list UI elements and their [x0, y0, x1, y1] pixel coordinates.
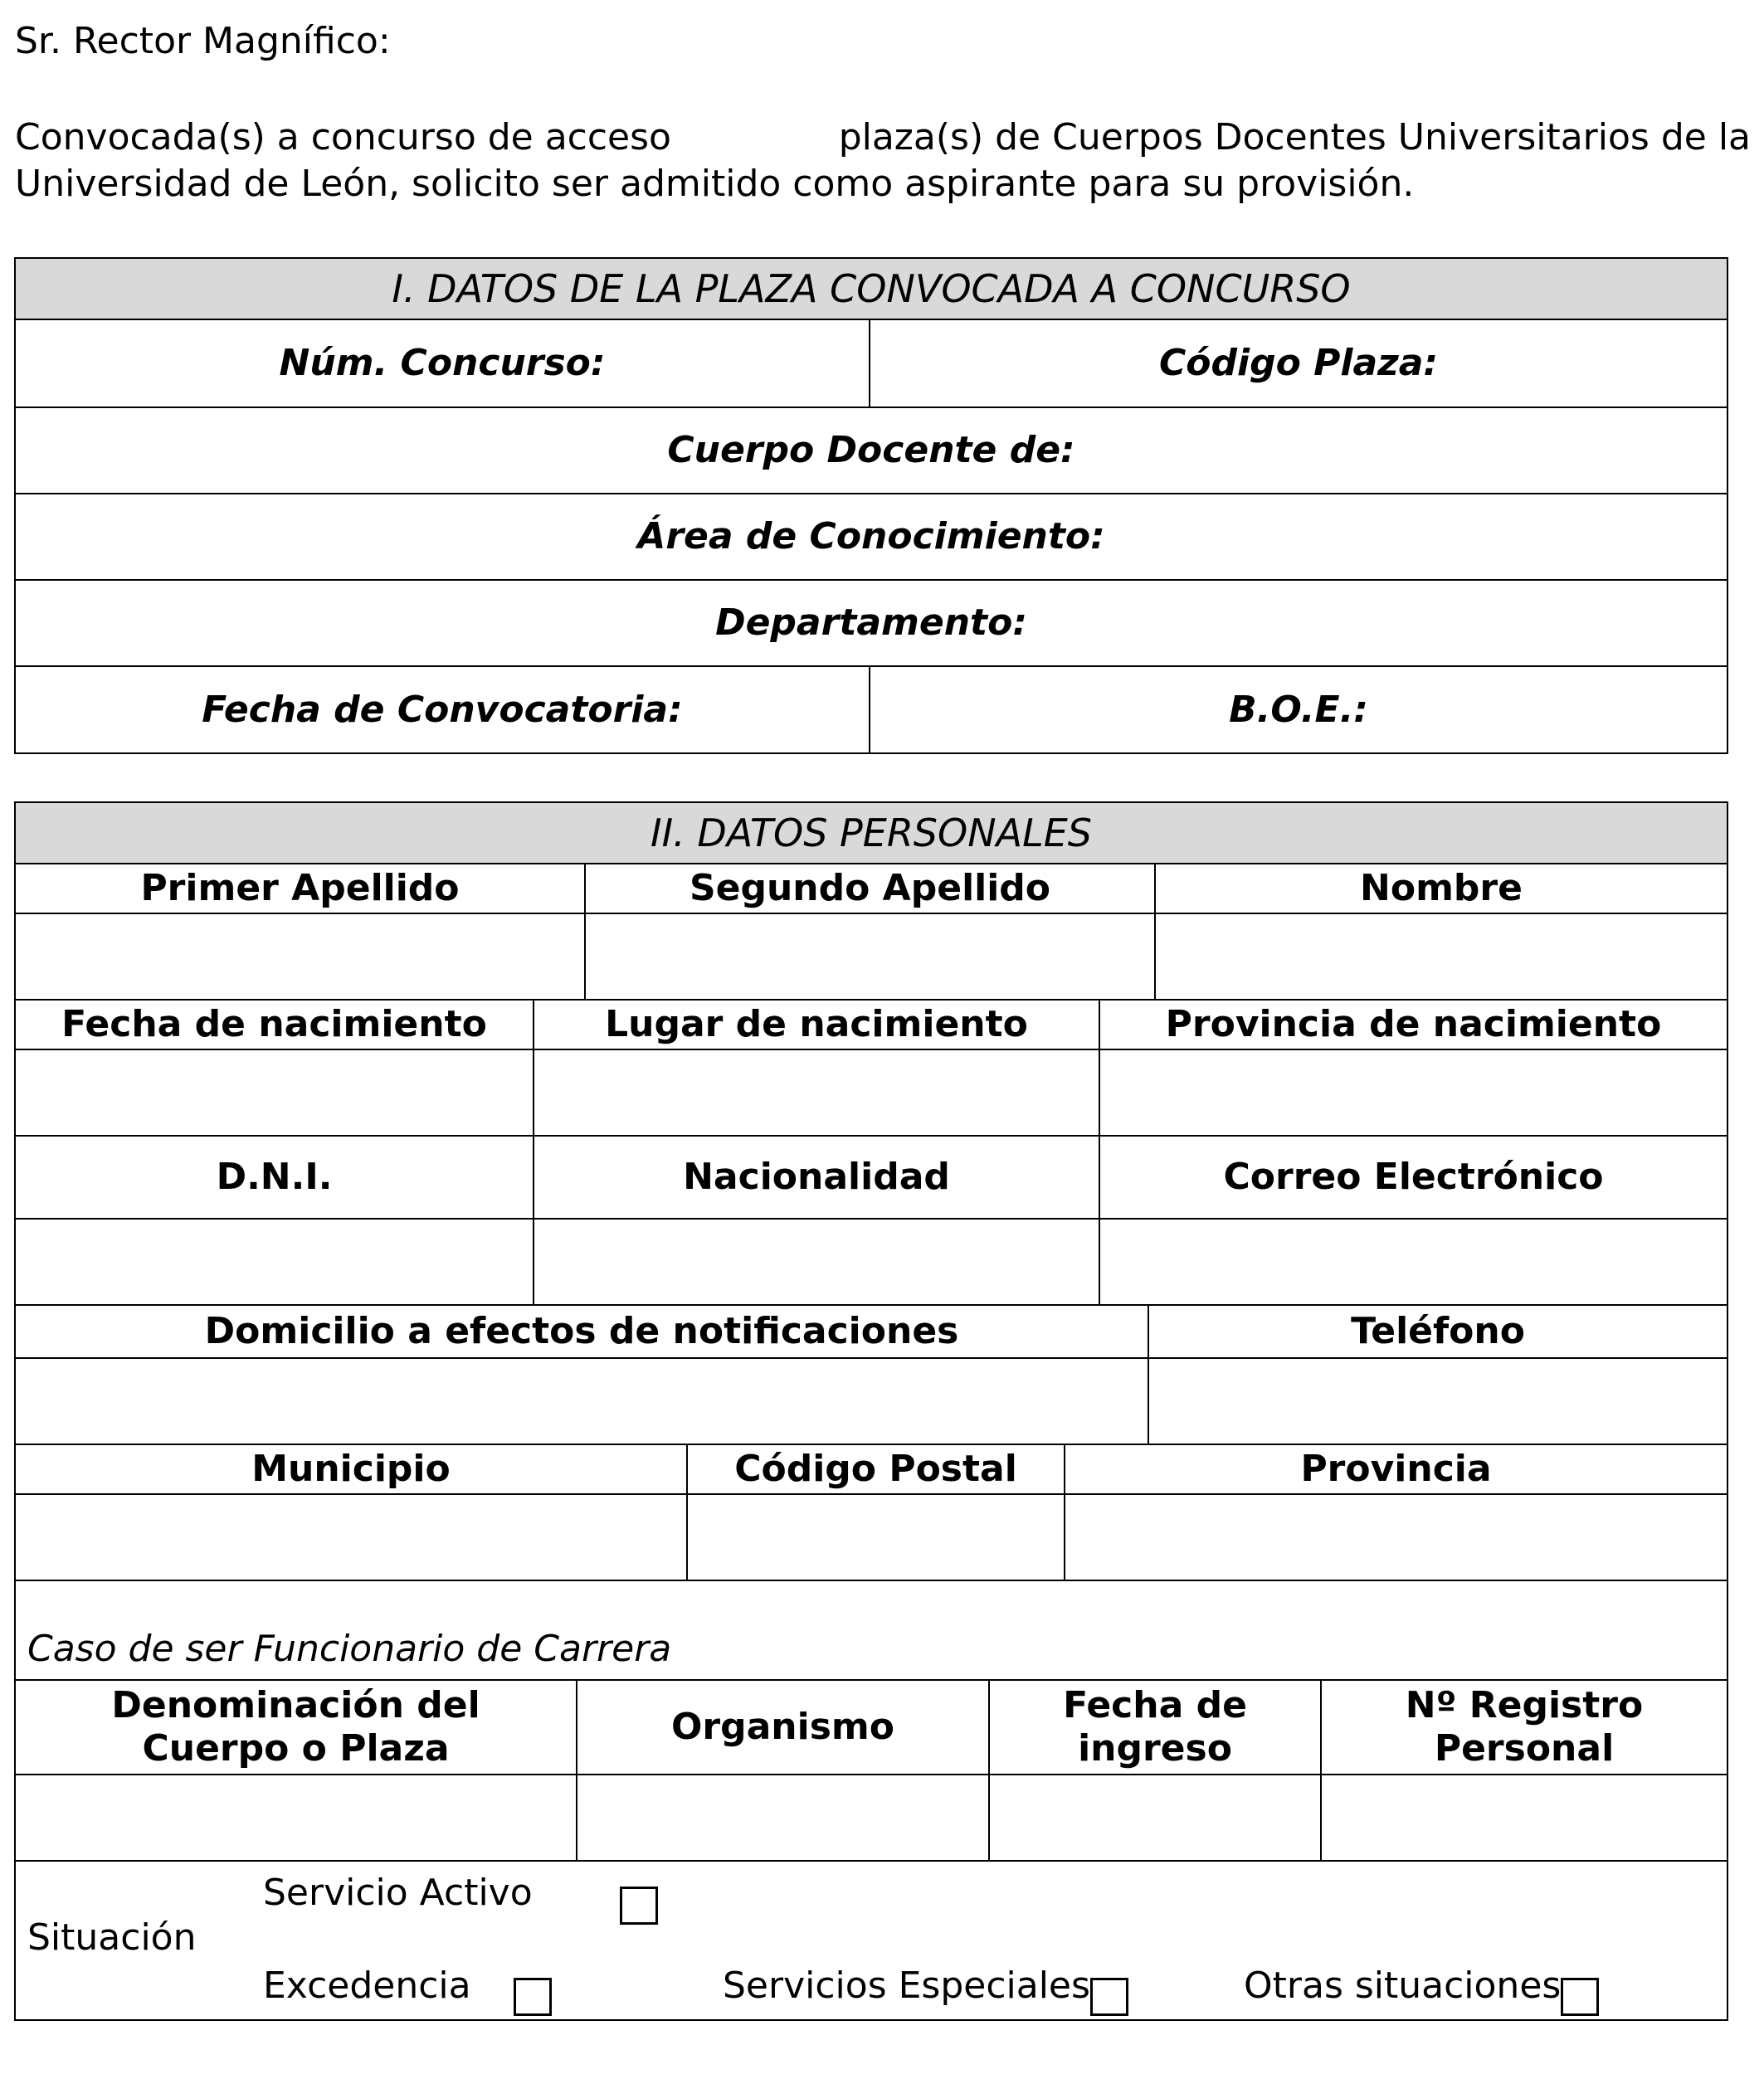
section-plaza-title: I. DATOS DE LA PLAZA CONVOCADA A CONCURSO — [16, 259, 1727, 320]
servicios-especiales-label: Servicios Especiales — [723, 1965, 1090, 2007]
codigo-postal-input[interactable] — [688, 1495, 1065, 1581]
excedencia-label: Excedencia — [263, 1965, 471, 2007]
servicio-activo-label: Servicio Activo — [263, 1872, 533, 1914]
boe-field[interactable]: B.O.E.: — [1229, 688, 1368, 731]
domicilio-input[interactable] — [16, 1359, 1149, 1445]
intro-paragraph — [15, 114, 1751, 207]
lugar-nacimiento-input[interactable] — [534, 1050, 1100, 1137]
codigo-postal-label: Código Postal — [688, 1445, 1065, 1495]
otras-situaciones-label: Otras situaciones — [1244, 1965, 1562, 2007]
codigo-plaza-field[interactable]: Código Plaza: — [870, 320, 1727, 408]
organismo-label: Organismo — [577, 1681, 990, 1775]
lugar-nacimiento-label: Lugar de nacimiento — [534, 1001, 1100, 1050]
provincia-nacimiento-label: Provincia de nacimiento — [1100, 1001, 1727, 1050]
departamento-field[interactable]: Departamento: — [16, 581, 1727, 667]
num-concurso-field[interactable]: Núm. Concurso: — [16, 320, 870, 408]
servicios-especiales-checkbox[interactable] — [1090, 1978, 1128, 2016]
correo-label: Correo Electrónico — [1100, 1137, 1727, 1220]
intro-text-line2: Universidad de León, solicito ser admitido como aspirante para su provisión. — [15, 163, 1415, 205]
funcionario-caption: Caso de ser Funcionario de Carrera — [16, 1581, 1727, 1681]
segundo-apellido-label: Segundo Apellido — [586, 864, 1156, 914]
fecha-convocatoria-field[interactable]: Fecha de Convocatoria: — [16, 667, 870, 752]
provincia-nacimiento-input[interactable] — [1100, 1050, 1727, 1137]
primer-apellido-input[interactable] — [16, 914, 586, 1001]
fecha-ingreso-input[interactable] — [990, 1775, 1322, 1862]
segundo-apellido-input[interactable] — [586, 914, 1156, 1001]
fecha-ingreso-label: Fecha de ingreso — [990, 1681, 1322, 1775]
servicio-activo-checkbox[interactable] — [620, 1887, 658, 1925]
nombre-input[interactable] — [1156, 914, 1727, 1001]
registro-personal-input[interactable] — [1322, 1775, 1727, 1862]
excedencia-checkbox[interactable] — [514, 1978, 552, 2016]
telefono-input[interactable] — [1149, 1359, 1727, 1445]
nacionalidad-label: Nacionalidad — [534, 1137, 1100, 1220]
situacion-block — [16, 1862, 1727, 2019]
dni-label: D.N.I. — [16, 1137, 534, 1220]
denominacion-label: Denominación del Cuerpo o Plaza — [16, 1681, 577, 1775]
telefono-label: Teléfono — [1149, 1306, 1727, 1359]
section-personal-title: II. DATOS PERSONALES — [16, 803, 1727, 864]
denominacion-input[interactable] — [16, 1775, 577, 1862]
registro-personal-label: Nº Registro Personal — [1322, 1681, 1727, 1775]
intro-text-part1: Convocada(s) a concurso de acceso — [15, 116, 671, 158]
intro-text-part2: plaza(s) de Cuerpos Docentes Universitarios de la — [838, 116, 1751, 158]
provincia-input[interactable] — [1065, 1495, 1727, 1581]
section-plaza — [14, 257, 1728, 754]
provincia-label: Provincia — [1065, 1445, 1727, 1495]
nombre-label: Nombre — [1156, 864, 1727, 914]
domicilio-label: Domicilio a efectos de notificaciones — [16, 1306, 1149, 1359]
fecha-nacimiento-label: Fecha de nacimiento — [16, 1001, 534, 1050]
municipio-label: Municipio — [16, 1445, 688, 1495]
dni-input[interactable] — [16, 1220, 534, 1306]
nacionalidad-input[interactable] — [534, 1220, 1100, 1306]
greeting: Sr. Rector Magnífico: — [15, 20, 391, 62]
area-conocimiento-field[interactable]: Área de Conocimiento: — [16, 494, 1727, 581]
otras-situaciones-checkbox[interactable] — [1561, 1978, 1599, 2016]
fecha-nacimiento-input[interactable] — [16, 1050, 534, 1137]
section-personal — [14, 801, 1728, 2021]
correo-input[interactable] — [1100, 1220, 1727, 1306]
situacion-label: Situación — [27, 1916, 197, 1959]
plazas-count-blank[interactable] — [705, 114, 805, 161]
cuerpo-docente-field[interactable]: Cuerpo Docente de: — [16, 408, 1727, 494]
organismo-input[interactable] — [577, 1775, 990, 1862]
primer-apellido-label: Primer Apellido — [16, 864, 586, 914]
municipio-input[interactable] — [16, 1495, 688, 1581]
